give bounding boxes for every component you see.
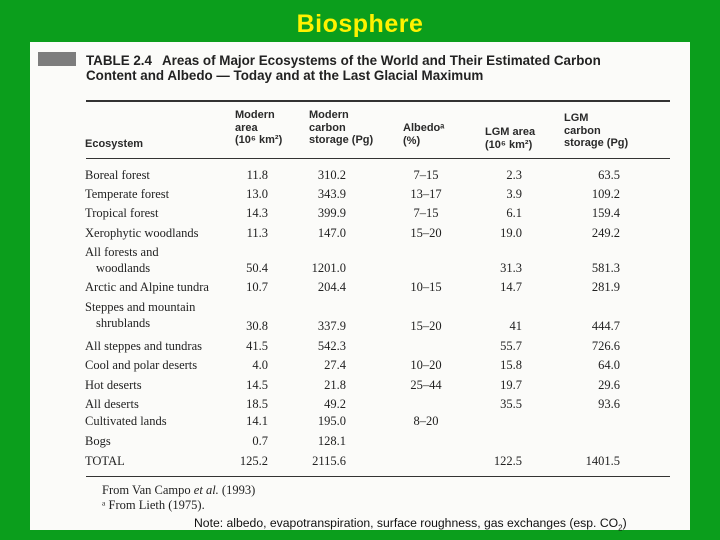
scanned-table-page: TABLE 2.4 Areas of Major Ecosystems of the World and Their Estimated Carbon Content and Albedo — Today and at the Last Glacial Maximum Ecosystem Modern area (10⁶ km²) Modern carbon storage (Pg) Albedoᵃ (%) LGM area (10⁶ km²) LGM carbon storage (Pg) Boreal forest 11.8 310.2 7–15 2.3 63.5 Temperate forest 13.0 343.9 13–17 3.9 109.2 Tropical forest 14.3 399.9 7–15 6.1 159.4 Xerophytic woodlands 11.3 147.0 15–20 19.0 249.2 All forests and woodlands 50.4 1201.0 31.3 581.3 Arctic and Alpine tundra 10.7 204.4 10–15 14.7 281.9 Steppes and mountain shrublands 30.8 337.9 15–20 41 444.7 All steppes and tundras 41.5 542.3 55.7 726.6 Cool and polar deserts 4.0 27.4 10–20 15.8 64.0 Hot deserts 14.5 21.8 25–44 19.7 29.6 All deserts 18.5 49.2 35.5 93.6 Cultivated lands 14.1 195.0 8–20 Bogs 0.7 128.1 TOTAL 125.2 2115.6 122.5 1401.5 From Van Campo et al. (1993) ᵃ From Lieth (1975). Note: albedo, evapotranspiration, surface roughness, gas exchanges (esp. $CO_2$) xyxy=(30,42,690,530)
table-number: TABLE 2.4 xyxy=(86,53,152,68)
slide-note: Note: albedo, evapotranspiration, surface roughness, gas exchanges (esp. $CO_2$) xyxy=(194,516,627,533)
slide-title: Biosphere xyxy=(296,10,424,38)
footnote-albedo: ᵃ From Lieth (1975). xyxy=(102,498,205,512)
table-title-line1: Areas of Major Ecosystems of the World and Their Estimated Carbon xyxy=(161,53,601,68)
header-ecosystem: Ecosystem xyxy=(85,138,144,150)
header-albedo: Albedoᵃ (%) xyxy=(403,122,445,147)
top-rule xyxy=(86,100,670,102)
header-lgm-area: LGM area (10⁶ km²) xyxy=(485,126,536,151)
table-title xyxy=(86,53,676,83)
header-rule xyxy=(86,158,670,159)
footnote-source: From Van Campo et al. (1993) xyxy=(102,483,256,497)
table-tab-marker xyxy=(38,52,76,66)
table-title-line2: Content and Albedo — Today and at the Last Glacial Maximum xyxy=(86,68,484,83)
header-modern-carbon: Modern carbon storage (Pg) xyxy=(309,109,374,146)
header-lgm-carbon: LGM carbon storage (Pg) xyxy=(564,112,629,149)
bottom-rule xyxy=(86,476,670,477)
header-modern-area: Modern area (10⁶ km²) xyxy=(235,109,283,146)
